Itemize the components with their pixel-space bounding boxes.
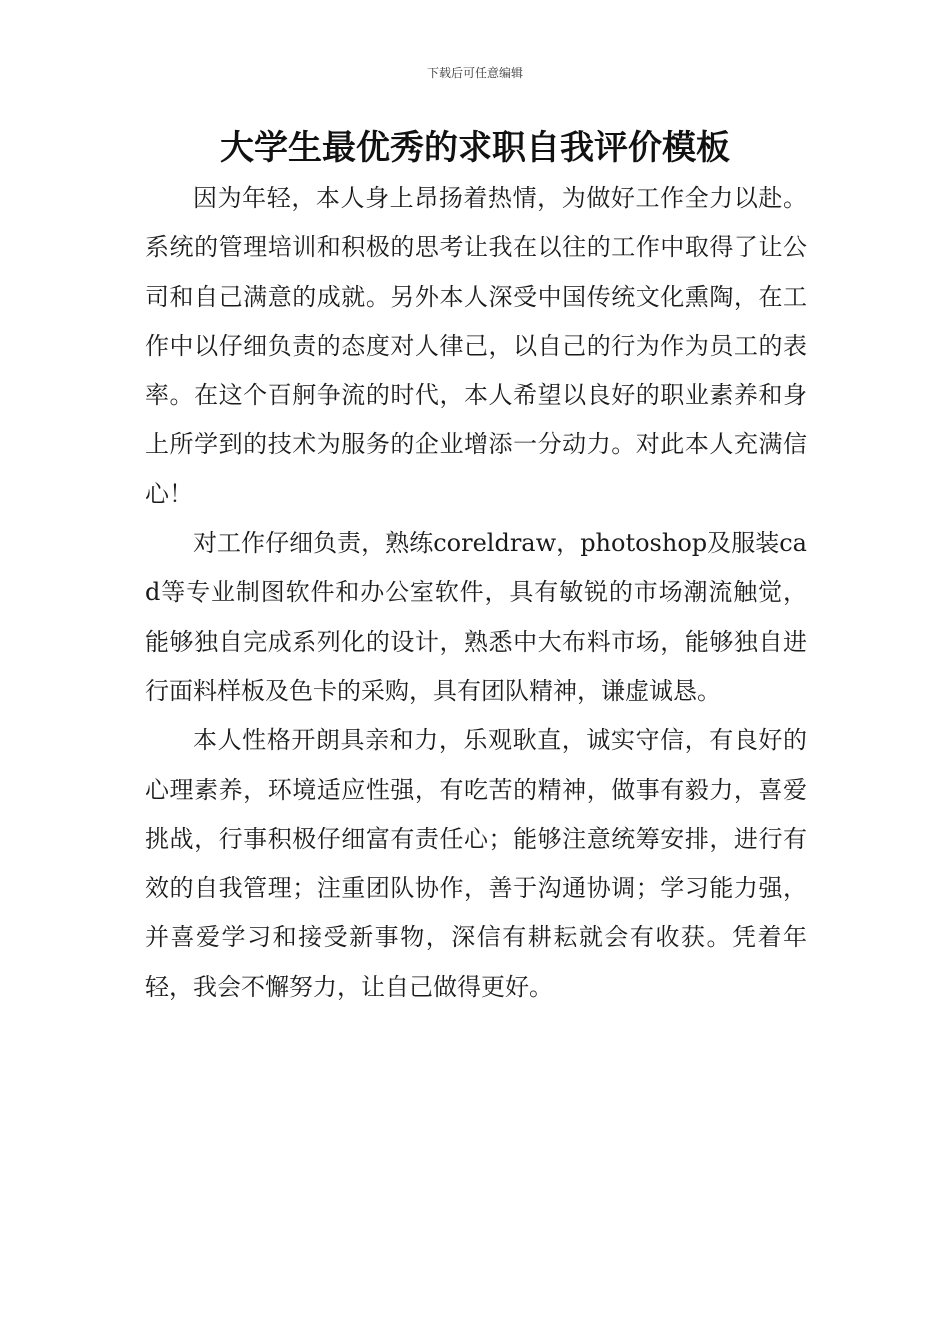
- document-body: [145, 174, 807, 1012]
- paragraph-3: 本人性格开朗具亲和力，乐观耿直，诚实守信，有良好的心理素养，环境适应性强，有吃苦的精神，做事有毅力，喜爱挑战，行事积极仔细富有责任心；能够注意统筹安排，进行有效的自我管理；注重团队协作，善于沟通协调；学习能力强，并喜爱学习和接受新事物，深信有耕耘就会有收获。凭着年轻，我会不懈努力，让自己做得更好。: [145, 726, 807, 1001]
- paragraph-1: 因为年轻，本人身上昂扬着热情，为做好工作全力以赴。系统的管理培训和积极的思考让我在以往的工作中取得了让公司和自己满意的成就。另外本人深受中国传统文化熏陶，在工作中以仔细负责的态度对人律己，以自己的行为作为员工的表率。在这个百舸争流的时代，本人希望以良好的职业素养和身上所学到的技术为服务的企业增添一分动力。对此本人充满信心！: [145, 184, 807, 508]
- document-title: 大学生最优秀的求职自我评价模板: [220, 128, 730, 168]
- paragraph-2: 对工作仔细负责，熟练coreldraw，photoshop及服装cad等专业制图软件和办公室软件，具有敏锐的市场潮流触觉，能够独自完成系列化的设计，熟悉中大布料市场，能够独自进行面料样板及色卡的采购，具有团队精神，谦虚诚恳。: [145, 529, 807, 705]
- header-note: 下载后可任意编辑: [426, 66, 523, 80]
